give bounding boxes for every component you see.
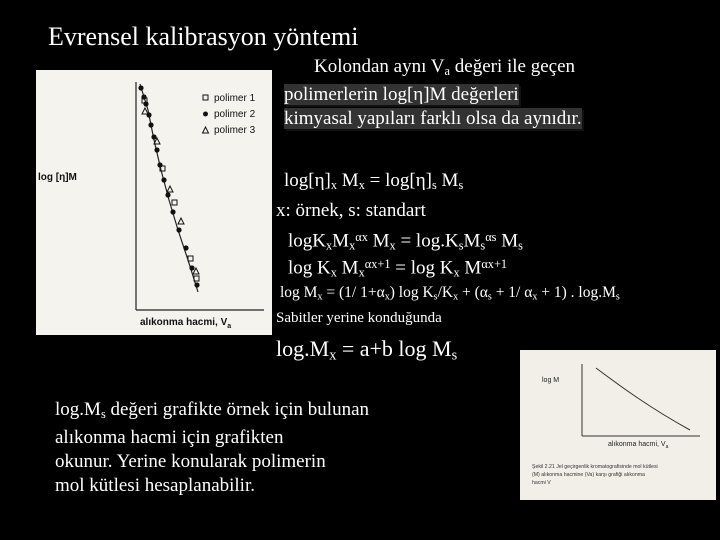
legend-label: polimer 2 [214, 109, 256, 120]
equation-final: $\log.M_x = a+b$ $\log M_s$ [276, 336, 458, 364]
equation-3: $\log K_x$ $M_x^{\alpha x+1} = \log K_x$ $M^{\alpha x+1}$ [288, 257, 508, 280]
data-point [176, 227, 181, 232]
y-axis-label: log [η]M [38, 172, 77, 183]
data-point [189, 265, 194, 270]
closing-paragraph: $\log.M_s$ değeri grafikte örnek için bulunan alıkonma hacmi için grafikten okunur. Yerine konularak polimerin mol kütlesi hesaplanabilir. [55, 399, 370, 497]
data-point [170, 209, 175, 214]
equation-4: $\log M_x = (1/$ $1+\alpha_x$) $\log K_s/K_x + (\alpha_s + 1/$ $\alpha_x + 1$) . $\log.M_s$ [280, 284, 620, 303]
y-axis-label: log M [542, 377, 560, 384]
data-point [151, 134, 156, 139]
legend [203, 93, 256, 136]
polimer-1-points [138, 85, 199, 287]
data-point [161, 177, 166, 182]
substitution-note: Sabitler yerine konduğunda [276, 310, 442, 326]
legend-square-icon [203, 95, 208, 100]
data-point [148, 122, 153, 127]
figure-caption: (M) alıkonma hacmine (Va) karşı grafiği alıkonma [532, 472, 645, 478]
intro-paragraph: Kolondan aynı $V_a$ değeri ile geçen polimerlerin log[η]M değerleri kimyasal yapıları farklı olsa da aynıdır. [284, 56, 582, 130]
legend-label: polimer 1 [214, 93, 256, 104]
molar-mass-plot [520, 350, 716, 500]
equation-1: $\log[\eta]_x$ $M_x = \log[\eta]_s$ $M_s$ [284, 170, 464, 193]
data-point [183, 245, 188, 250]
data-point [194, 282, 199, 287]
legend-triangle-icon [203, 127, 209, 133]
universal-calibration-figure [36, 70, 272, 335]
legend-label: polimer 3 [214, 125, 256, 136]
x-axis-label: alıkonma hacmi, $V_a$ [140, 317, 232, 330]
data-point [172, 200, 177, 205]
polimer-3-points [142, 108, 199, 274]
calibration-plot [36, 70, 272, 335]
data-point [165, 192, 170, 197]
molar-mass-figure [520, 350, 716, 500]
x-axis-label: alıkonma hacmi, $V_a$ [608, 441, 669, 450]
data-point [188, 256, 193, 261]
data-point [143, 101, 148, 106]
equation-legend: x: örnek, s: standart [276, 200, 426, 221]
figure-caption: Şekil 2.21 Jel geçirgenlik kromatografisinde mol kütlesi [532, 464, 658, 470]
data-point [178, 218, 184, 224]
data-point [167, 186, 173, 192]
legend-dot-icon [203, 112, 208, 117]
data-point [154, 147, 159, 152]
slide-title: Evrensel kalibrasyon yöntemi [48, 22, 359, 51]
calibration-curve [596, 368, 690, 430]
data-point [138, 85, 143, 90]
equation-2: $\log K_xM_x^{\alpha x}$ $M_x = \log.K_sM_s^{\alpha s}$ $M_s$ [288, 230, 523, 253]
figure-caption: hacmi V [532, 480, 551, 486]
